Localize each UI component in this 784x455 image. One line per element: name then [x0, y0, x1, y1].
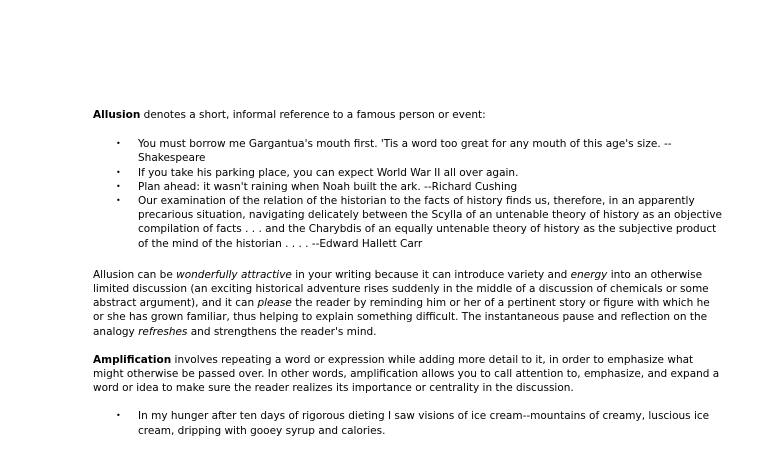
emphasis-text: refreshes — [138, 325, 188, 338]
list-item-text: In my hunger after ten days of rigorous dieting I saw visions of ice cream--mountains of creamy, luscious ice cream, dripping with gooey syrup and calories. — [138, 410, 710, 437]
bullet-icon: • — [116, 139, 121, 149]
list-item — [93, 409, 723, 437]
list-item-text: Plan ahead: it wasn't raining when Noah built the ark. --Richard Cushing — [138, 180, 518, 193]
allusion-definition-text: denotes a short, informal reference to a famous person or event: — [140, 109, 486, 121]
discussion-text: in your writing because it can introduce variety and — [291, 268, 571, 281]
allusion-examples-list — [93, 137, 723, 251]
list-item — [93, 137, 723, 165]
discussion-text: and strengthens the reader's mind. — [187, 325, 377, 338]
emphasis-text: please — [257, 297, 292, 310]
emphasis-text: energy — [570, 268, 608, 281]
bullet-icon: • — [116, 411, 121, 421]
bullet-icon: • — [116, 181, 121, 191]
list-item — [93, 166, 723, 180]
amplification-term: Amplification — [93, 353, 172, 366]
allusion-term: Allusion — [93, 109, 141, 121]
amplification-examples-list — [93, 409, 723, 437]
amplification-definition-text: involves repeating a word or expression while adding more detail to it, in order to emphasize what might otherwise be passed over. In other words, amplification allows you to call attention to, emphasize, and expand a word or idea to make sure the reader realizes its importance or centrality in the discussion. — [93, 353, 720, 395]
list-item-text: If you take his parking place, you can expect World War II all over again. — [138, 166, 519, 179]
allusion-discussion — [93, 268, 723, 339]
discussion-text: into an otherwise limited discussion (an exciting historical adventure rises suddenly in the middle of a discussion of chemicals or some abstract argument), and it can — [93, 268, 709, 310]
list-item — [93, 194, 723, 251]
discussion-text: Allusion can be — [93, 268, 177, 281]
amplification-definition — [93, 353, 723, 396]
bullet-icon: • — [116, 167, 121, 177]
allusion-definition — [93, 108, 723, 122]
document-page — [93, 108, 723, 455]
list-item-text: You must borrow me Gargantua's mouth first. 'Tis a word too great for any mouth of this age's size. --Shakespeare — [138, 138, 672, 165]
discussion-text: the reader by reminding him or her of a pertinent story or figure with which he or she has grown familiar, thus helping to explain something difficult. The instantaneous pause and reflection on the analogy — [93, 297, 710, 338]
emphasis-text: wonderfully attractive — [176, 268, 292, 281]
list-item — [93, 180, 723, 194]
bullet-icon: • — [116, 196, 121, 206]
list-item-text: Our examination of the relation of the historian to the facts of history finds us, therefore, in an apparently precarious situation, navigating delicately between the Scylla of an untenable theory of history as an objective compilation of facts . . . and the Charybdis of an equally untenable theory of history as the subjective product of the mind of the historian . . . . --Edward Hallett Carr — [138, 195, 723, 250]
